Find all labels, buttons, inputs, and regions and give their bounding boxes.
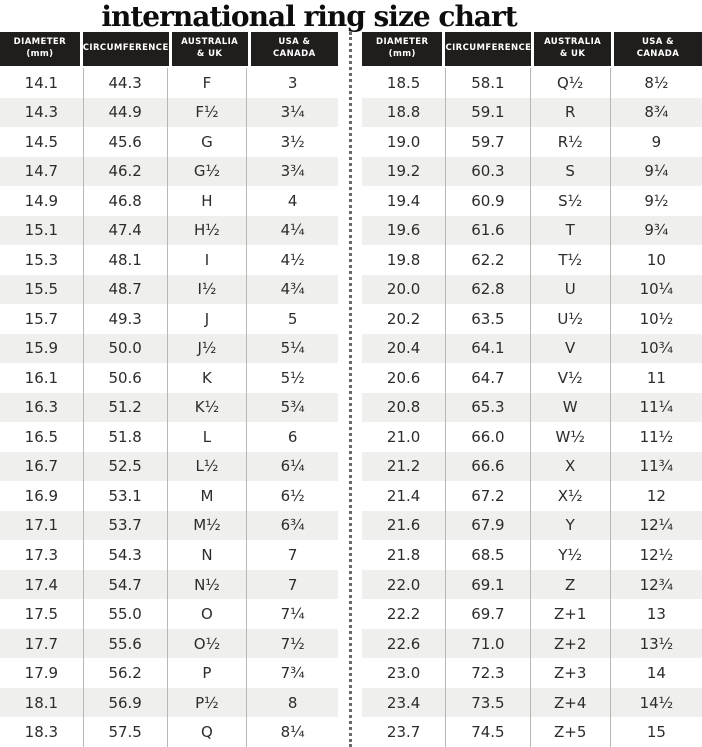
cell-australia-uk: F (168, 68, 248, 98)
cell-circumference: 62.2 (446, 245, 530, 275)
cell-usa-canada: 3¾ (280, 162, 305, 181)
cell-australia-uk: Z+1 (531, 599, 611, 629)
table-row (362, 157, 702, 187)
cell-diameter: 21.0 (362, 422, 446, 452)
cell-diameter: 22.2 (362, 599, 446, 629)
cell-circumference: 49.3 (84, 304, 168, 334)
cell-diameter: 15.5 (0, 275, 84, 305)
cell-australia-uk: S (531, 157, 611, 187)
column-header-line: CIRCUMFERENCE (82, 43, 169, 54)
cell-australia-uk: Z+5 (531, 717, 611, 747)
cell-diameter: 22.6 (362, 629, 446, 659)
table-row (362, 481, 702, 511)
cell-diameter: 14.9 (0, 186, 84, 216)
cell-australia-uk: Z (531, 570, 611, 600)
table-header (0, 32, 338, 66)
cell-circumference: 54.7 (84, 570, 168, 600)
cell-usa-canada: 9¾ (644, 221, 669, 240)
cell-usa-canada: 10¼ (639, 280, 674, 299)
cell-australia-uk: K½ (168, 393, 248, 423)
cell-australia-uk: N½ (168, 570, 248, 600)
column-header-line: CIRCUMFERENCE (445, 43, 532, 54)
cell-usa-canada: 8¾ (644, 103, 669, 122)
cell-diameter: 20.6 (362, 363, 446, 393)
column-header-line: & UK (196, 49, 223, 59)
cell-diameter: 20.0 (362, 275, 446, 305)
cell-australia-uk: X (531, 452, 611, 482)
cell-circumference: 52.5 (84, 452, 168, 482)
cell-diameter: 19.2 (362, 157, 446, 187)
cell-circumference: 66.0 (446, 422, 530, 452)
cell-diameter: 17.1 (0, 511, 84, 541)
column-header-line: DIAMETER (13, 37, 67, 48)
table-body (0, 68, 338, 747)
table-row (0, 98, 338, 128)
cell-usa-canada: 12 (646, 486, 666, 505)
column-header-usa-canada (251, 32, 338, 66)
cell-circumference: 51.8 (84, 422, 168, 452)
cell-australia-uk: V (531, 334, 611, 364)
cell-usa-canada: 6¼ (280, 457, 305, 476)
column-header-line: AUSTRALIA (181, 37, 239, 48)
cell-usa-canada: 9 (651, 132, 662, 151)
cell-circumference: 46.2 (84, 157, 168, 187)
cell-usa-canada: 7½ (280, 634, 305, 653)
column-header-line: (mm) (26, 49, 54, 59)
cell-australia-uk: V½ (531, 363, 611, 393)
table-row (0, 511, 338, 541)
cell-diameter: 16.1 (0, 363, 84, 393)
cell-circumference: 74.5 (446, 717, 530, 747)
cell-australia-uk: W (531, 393, 611, 423)
ring-size-table-left (0, 32, 338, 747)
cell-diameter: 17.3 (0, 540, 84, 570)
column-header-line: & UK (559, 49, 586, 59)
cell-usa-canada: 6¾ (280, 516, 305, 535)
cell-usa-canada: 7 (287, 546, 298, 564)
table-row (362, 275, 702, 305)
cell-usa-canada: 10½ (639, 309, 674, 328)
cell-circumference: 67.2 (446, 481, 530, 511)
cell-circumference: 54.3 (84, 540, 168, 570)
table-row (362, 334, 702, 364)
cell-diameter: 19.0 (362, 127, 446, 157)
table-row (0, 68, 338, 98)
table-row (362, 216, 702, 246)
cell-circumference: 53.1 (84, 481, 168, 511)
table-row (0, 688, 338, 718)
column-header-line: (mm) (388, 49, 416, 59)
dotted-divider (338, 32, 362, 747)
tables-container (0, 32, 702, 747)
cell-australia-uk: M (168, 481, 248, 511)
table-row (0, 157, 338, 187)
column-header-diameter (0, 32, 80, 66)
table-row (0, 422, 338, 452)
cell-usa-canada: 5¾ (280, 398, 305, 417)
table-row (362, 245, 702, 275)
cell-usa-canada: 4¾ (280, 280, 305, 299)
table-row (0, 304, 338, 334)
cell-diameter: 23.7 (362, 717, 446, 747)
table-row (0, 334, 338, 364)
table-row (362, 540, 702, 570)
table-row (362, 688, 702, 718)
cell-usa-canada: 3½ (280, 132, 305, 151)
column-header-line: AUSTRALIA (544, 37, 602, 48)
cell-circumference: 60.9 (446, 186, 530, 216)
cell-circumference: 55.0 (84, 599, 168, 629)
cell-australia-uk: P½ (168, 688, 248, 718)
cell-diameter: 18.8 (362, 98, 446, 128)
cell-usa-canada: 9¼ (644, 162, 669, 181)
column-header-line: DIAMETER (376, 37, 429, 48)
column-header-usa-canada (614, 32, 702, 66)
table-row (362, 570, 702, 600)
cell-usa-canada: 14 (646, 664, 666, 683)
cell-australia-uk: K (168, 363, 248, 393)
cell-usa-canada: 13 (646, 605, 666, 624)
cell-usa-canada: 5¼ (280, 339, 305, 358)
cell-circumference: 59.7 (446, 127, 530, 157)
cell-australia-uk: X½ (531, 481, 611, 511)
cell-diameter: 20.2 (362, 304, 446, 334)
cell-usa-canada: 3 (287, 73, 298, 92)
cell-usa-canada: 10 (646, 250, 666, 269)
cell-diameter: 20.4 (362, 334, 446, 364)
table-body (362, 68, 702, 747)
cell-diameter: 17.4 (0, 570, 84, 600)
cell-australia-uk: J½ (168, 334, 248, 364)
cell-usa-canada: 7¾ (280, 664, 305, 683)
cell-australia-uk: M½ (168, 511, 248, 541)
cell-australia-uk: Y½ (531, 540, 611, 570)
column-header-line: USA & (641, 37, 674, 48)
table-row (362, 658, 702, 688)
table-row (0, 658, 338, 688)
cell-diameter: 21.8 (362, 540, 446, 570)
cell-diameter: 19.8 (362, 245, 446, 275)
cell-diameter: 15.3 (0, 245, 84, 275)
table-row (0, 216, 338, 246)
cell-australia-uk: T½ (531, 245, 611, 275)
cell-circumference: 66.6 (446, 452, 530, 482)
cell-usa-canada: 12½ (639, 546, 674, 564)
cell-australia-uk: Z+2 (531, 629, 611, 659)
cell-australia-uk: J (168, 304, 248, 334)
table-row (0, 127, 338, 157)
cell-usa-canada: 11 (646, 368, 666, 387)
column-header-circumference (83, 32, 169, 66)
cell-australia-uk: F½ (168, 98, 248, 128)
cell-circumference: 56.9 (84, 688, 168, 718)
cell-circumference: 60.3 (446, 157, 530, 187)
table-row (362, 717, 702, 747)
table-row (0, 186, 338, 216)
cell-usa-canada: 5 (287, 309, 298, 328)
cell-usa-canada: 6½ (280, 486, 305, 505)
cell-diameter: 23.0 (362, 658, 446, 688)
cell-usa-canada: 4¼ (280, 221, 305, 240)
column-header-line: USA & (278, 37, 311, 48)
cell-usa-canada: 14½ (639, 693, 674, 712)
cell-usa-canada: 10¾ (639, 339, 674, 358)
cell-circumference: 50.0 (84, 334, 168, 364)
cell-circumference: 55.6 (84, 629, 168, 659)
cell-australia-uk: S½ (531, 186, 611, 216)
table-row (362, 452, 702, 482)
table-row (0, 393, 338, 423)
cell-australia-uk: U (531, 275, 611, 305)
table-row (0, 452, 338, 482)
cell-australia-uk: N (168, 540, 248, 570)
cell-diameter: 21.2 (362, 452, 446, 482)
cell-australia-uk: Q½ (531, 68, 611, 98)
column-header-circumference (445, 32, 531, 66)
cell-circumference: 73.5 (446, 688, 530, 718)
cell-australia-uk: T (531, 216, 611, 246)
table-row (362, 629, 702, 659)
table-row (0, 275, 338, 305)
table-row (362, 599, 702, 629)
table-row (362, 98, 702, 128)
cell-diameter: 20.8 (362, 393, 446, 423)
cell-usa-canada: 7¼ (280, 605, 305, 624)
cell-diameter: 17.5 (0, 599, 84, 629)
cell-australia-uk: Z+3 (531, 658, 611, 688)
cell-diameter: 16.5 (0, 422, 84, 452)
cell-circumference: 71.0 (446, 629, 530, 659)
cell-australia-uk: G½ (168, 157, 248, 187)
cell-diameter: 17.9 (0, 658, 84, 688)
table-row (0, 245, 338, 275)
cell-diameter: 18.1 (0, 688, 84, 718)
table-row (362, 186, 702, 216)
cell-circumference: 44.3 (84, 68, 168, 98)
cell-diameter: 16.9 (0, 481, 84, 511)
cell-diameter: 14.7 (0, 157, 84, 187)
cell-diameter: 16.7 (0, 452, 84, 482)
table-header (362, 32, 702, 66)
cell-usa-canada: 4½ (280, 250, 305, 269)
cell-diameter: 14.1 (0, 68, 84, 98)
cell-diameter: 19.4 (362, 186, 446, 216)
cell-circumference: 69.1 (446, 570, 530, 600)
cell-australia-uk: O (168, 599, 248, 629)
cell-circumference: 45.6 (84, 127, 168, 157)
cell-australia-uk: I (168, 245, 248, 275)
cell-diameter: 15.9 (0, 334, 84, 364)
cell-diameter: 15.7 (0, 304, 84, 334)
cell-australia-uk: Z+4 (531, 688, 611, 718)
cell-diameter: 21.6 (362, 511, 446, 541)
cell-usa-canada: 7 (287, 575, 298, 594)
cell-circumference: 61.6 (446, 216, 530, 246)
cell-australia-uk: P (168, 658, 248, 688)
table-row (362, 304, 702, 334)
cell-usa-canada: 11¾ (639, 457, 674, 476)
table-row (0, 599, 338, 629)
table-row (0, 363, 338, 393)
cell-australia-uk: I½ (168, 275, 248, 305)
table-row (362, 68, 702, 98)
table-row (362, 363, 702, 393)
cell-circumference: 72.3 (446, 658, 530, 688)
cell-usa-canada: 4 (287, 191, 298, 210)
cell-australia-uk: Y (531, 511, 611, 541)
table-row (362, 127, 702, 157)
table-row (0, 540, 338, 570)
dotted-divider-line (349, 32, 352, 747)
table-row (0, 717, 338, 747)
cell-circumference: 57.5 (84, 717, 168, 747)
cell-circumference: 48.1 (84, 245, 168, 275)
column-header-australia-uk (534, 32, 611, 66)
column-header-line: CANADA (636, 49, 680, 59)
table-row (0, 570, 338, 600)
cell-australia-uk: G (168, 127, 248, 157)
cell-australia-uk: L½ (168, 452, 248, 482)
cell-circumference: 47.4 (84, 216, 168, 246)
cell-diameter: 18.5 (362, 68, 446, 98)
column-header-line: CANADA (273, 49, 316, 59)
column-header-australia-uk (172, 32, 248, 66)
cell-australia-uk: Q (168, 717, 248, 747)
cell-circumference: 68.5 (446, 540, 530, 570)
cell-australia-uk: H (168, 186, 248, 216)
cell-australia-uk: U½ (531, 304, 611, 334)
cell-circumference: 64.1 (446, 334, 530, 364)
table-row (0, 481, 338, 511)
cell-diameter: 15.1 (0, 216, 84, 246)
table-row (362, 511, 702, 541)
cell-australia-uk: L (168, 422, 248, 452)
cell-usa-canada: 3¼ (280, 103, 305, 122)
cell-diameter: 17.7 (0, 629, 84, 659)
cell-usa-canada: 11¼ (639, 398, 674, 417)
cell-usa-canada: 11½ (639, 427, 674, 446)
cell-diameter: 18.3 (0, 717, 84, 747)
cell-usa-canada: 12¾ (639, 575, 674, 594)
cell-diameter: 14.5 (0, 127, 84, 157)
cell-circumference: 51.2 (84, 393, 168, 423)
cell-usa-canada: 5½ (280, 368, 305, 387)
cell-usa-canada: 8¼ (280, 723, 305, 742)
cell-circumference: 59.1 (446, 98, 530, 128)
cell-circumference: 53.7 (84, 511, 168, 541)
cell-australia-uk: O½ (168, 629, 248, 659)
cell-diameter: 14.3 (0, 98, 84, 128)
cell-australia-uk: W½ (531, 422, 611, 452)
cell-circumference: 62.8 (446, 275, 530, 305)
cell-diameter: 23.4 (362, 688, 446, 718)
cell-circumference: 46.8 (84, 186, 168, 216)
cell-circumference: 50.6 (84, 363, 168, 393)
table-row (0, 629, 338, 659)
cell-circumference: 56.2 (84, 658, 168, 688)
cell-circumference: 48.7 (84, 275, 168, 305)
cell-circumference: 69.7 (446, 599, 530, 629)
cell-circumference: 65.3 (446, 393, 530, 423)
cell-australia-uk: R½ (531, 127, 611, 157)
cell-diameter: 19.6 (362, 216, 446, 246)
cell-circumference: 67.9 (446, 511, 530, 541)
page-title: international ring size chart (101, 0, 517, 33)
cell-australia-uk: R (531, 98, 611, 128)
ring-size-table-right (362, 32, 702, 747)
cell-circumference: 63.5 (446, 304, 530, 334)
cell-usa-canada: 6 (287, 427, 298, 446)
cell-usa-canada: 13½ (639, 634, 674, 653)
cell-circumference: 44.9 (84, 98, 168, 128)
table-row (362, 393, 702, 423)
cell-diameter: 16.3 (0, 393, 84, 423)
cell-usa-canada: 15 (646, 723, 666, 742)
cell-australia-uk: H½ (168, 216, 248, 246)
cell-usa-canada: 9½ (644, 191, 669, 210)
cell-diameter: 21.4 (362, 481, 446, 511)
cell-diameter: 22.0 (362, 570, 446, 600)
column-header-diameter (362, 32, 442, 66)
cell-usa-canada: 8½ (644, 73, 669, 92)
cell-usa-canada: 8 (287, 693, 298, 712)
cell-circumference: 58.1 (446, 68, 530, 98)
cell-usa-canada: 12¼ (639, 516, 674, 535)
cell-circumference: 64.7 (446, 363, 530, 393)
table-row (362, 422, 702, 452)
